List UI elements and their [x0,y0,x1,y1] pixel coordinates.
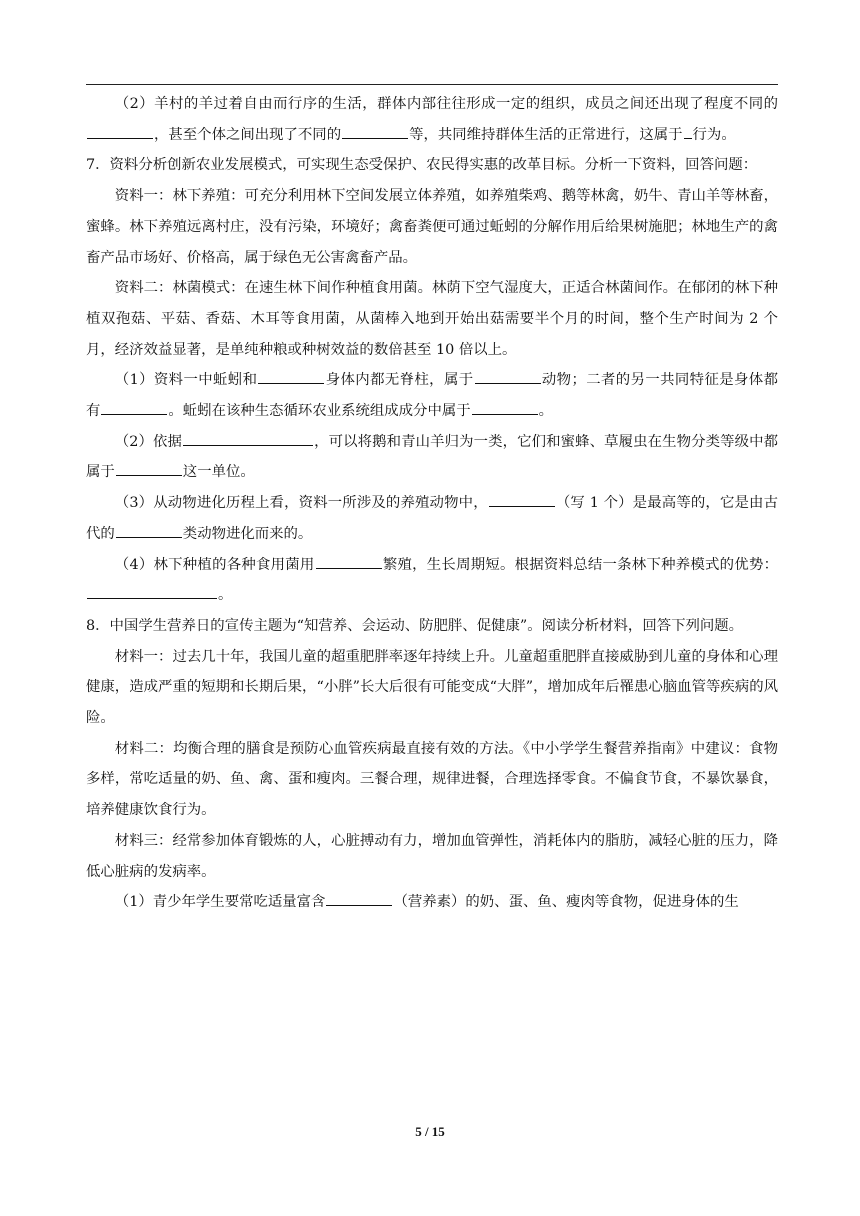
answer-blank[interactable] [116,460,182,476]
q7-material-1: 资料一：林下养殖：可充分利用林下空间发展立体养殖，如养殖柴鸡、鹅等林禽，奶牛、青山羊等林畜，蜜蜂。林下养殖远离村庄，没有污染，环境好；禽畜粪便可通过蚯蚓的分解作用后给果树施肥；林地生产的禽畜产品市场好、价格高，属于绿色无公害禽畜产品。 [86,188,778,266]
answer-blank[interactable] [326,890,392,906]
q7-q3-text-c: 类动物进化而来的。 [182,525,313,542]
q7-question-4 [86,550,778,611]
answer-blank[interactable] [116,522,182,538]
answer-blank[interactable] [489,491,555,507]
answer-blank[interactable] [316,552,382,568]
q7-q1-text-b: 身体内都无脊柱，属于 [325,372,474,389]
q6-part2 [86,89,778,150]
page-content [86,89,778,918]
q7-q4-text-b: 繁殖，生长周期短。根据资料总结一条林下种养模式的优势： [382,556,778,573]
q7-q1-text-c: 动物；二者的另一共同特征是身体都有 [86,372,778,420]
answer-blank[interactable] [472,399,538,415]
answer-blank[interactable] [475,368,541,384]
q6-part2-text-d: 行为。 [692,126,736,143]
q8-material-3: 材料三：经常参加体育锻炼的人，心脏搏动有力，增加血管弹性，消耗体内的脂肪，减轻心脏的压力，降低心脏病的发病率。 [86,832,778,880]
q7-q3-text-b: （写 1 个）是最高等的，它是由古代的 [86,495,778,542]
q7-q4-text-c: 。 [218,587,233,604]
answer-blank[interactable] [87,123,153,139]
answer-blank[interactable] [87,583,217,599]
q6-part2-text-b: ，甚至个体之间出现了不同的 [154,126,342,143]
q8-material-1: 材料一：过去几十年，我国儿童的超重肥胖率逐年持续上升。儿童超重肥胖直接威胁到儿童的身体和心理健康，造成严重的短期和长期后果，“小胖”长大后很有可能变成“大胖”，增加成年后罹患心脑血管等疾病的风险。 [86,648,778,727]
q8-material-2: 材料二：均衡合理的膳食是预防心血管疾病最直接有效的方法。《中小学学生餐营养指南》中建议：食物多样，常吃适量的奶、鱼、禽、蛋和瘦肉。三餐合理，规律进餐，合理选择零食。不偏食节食，不暴饮暴食，培养健康饮食行为。 [86,740,778,819]
q8-q1-text-b: （营养素）的奶、蛋、鱼、瘦肉等食物，促进身体的生 [393,894,739,911]
q8-question-1 [86,887,778,918]
q7-q3-text-a: （3）从动物进化历程上看，资料一所涉及的养殖动物中， [114,495,488,512]
answer-blank[interactable] [258,368,324,384]
answer-blank[interactable] [101,399,167,415]
q7-q1-text-e: 。 [538,403,554,420]
q7-q2-text-b: ，可以将鹅和青山羊归为一类，它们和蜜蜂、草履虫在生物分类等级中都属于 [86,433,778,481]
q8-stem: 8．中国学生营养日的宣传主题为“知营养、会运动、防肥胖、促健康”。阅读分析材料，回答下列问题。 [86,617,744,634]
q7-q1-text-a: （1）资料一中蚯蚓和 [114,372,258,389]
header-rule [86,84,778,85]
q7-q2-text-c: 这一单位。 [182,464,255,481]
q6-part2-text-a: （2）羊村的羊过着自由而行序的生活，群体内部往往形成一定的组织，成员之间还出现了程度不同的 [114,96,778,112]
q7-q4-text-a: （4）林下种植的各种食用菌用 [114,556,315,573]
q7-question-2 [86,427,778,488]
q7-q1-text-d: 。蚯蚓在该种生态循环农业系统组成成分中属于 [168,403,471,420]
q7-stem: 7．资料分析创新农业发展模式，可实现生态受保护、农民得实惠的改革目标。分析一下资料，回答问题： [86,157,758,174]
answer-blank[interactable] [183,430,313,446]
q7-question-1 [86,365,778,426]
q8-q1-text-a: （1）青少年学生要常吃适量富含 [114,894,326,911]
q7-q2-text-a: （2）依据 [114,433,183,450]
answer-blank[interactable] [342,123,408,139]
answer-blank[interactable] [684,123,692,139]
q7-question-3 [86,488,778,549]
q7-material-2: 资料二：林菌模式：在速生林下间作种植食用菌。林荫下空气湿度大，正适合林菌间作。在郁闭的林下种植双孢菇、平菇、香菇、木耳等食用菌，从菌棒入地到开始出菇需要半个月的时间，整个生产时间为 2 个月，经济效益显著，是单纯种粮或种树效益的数倍甚至 10 倍以上。 [86,280,778,358]
q6-part2-text-c: 等，共同维持群体生活的正常进行，这属于 [409,126,683,143]
page-number: 5 / 15 [415,1124,445,1139]
